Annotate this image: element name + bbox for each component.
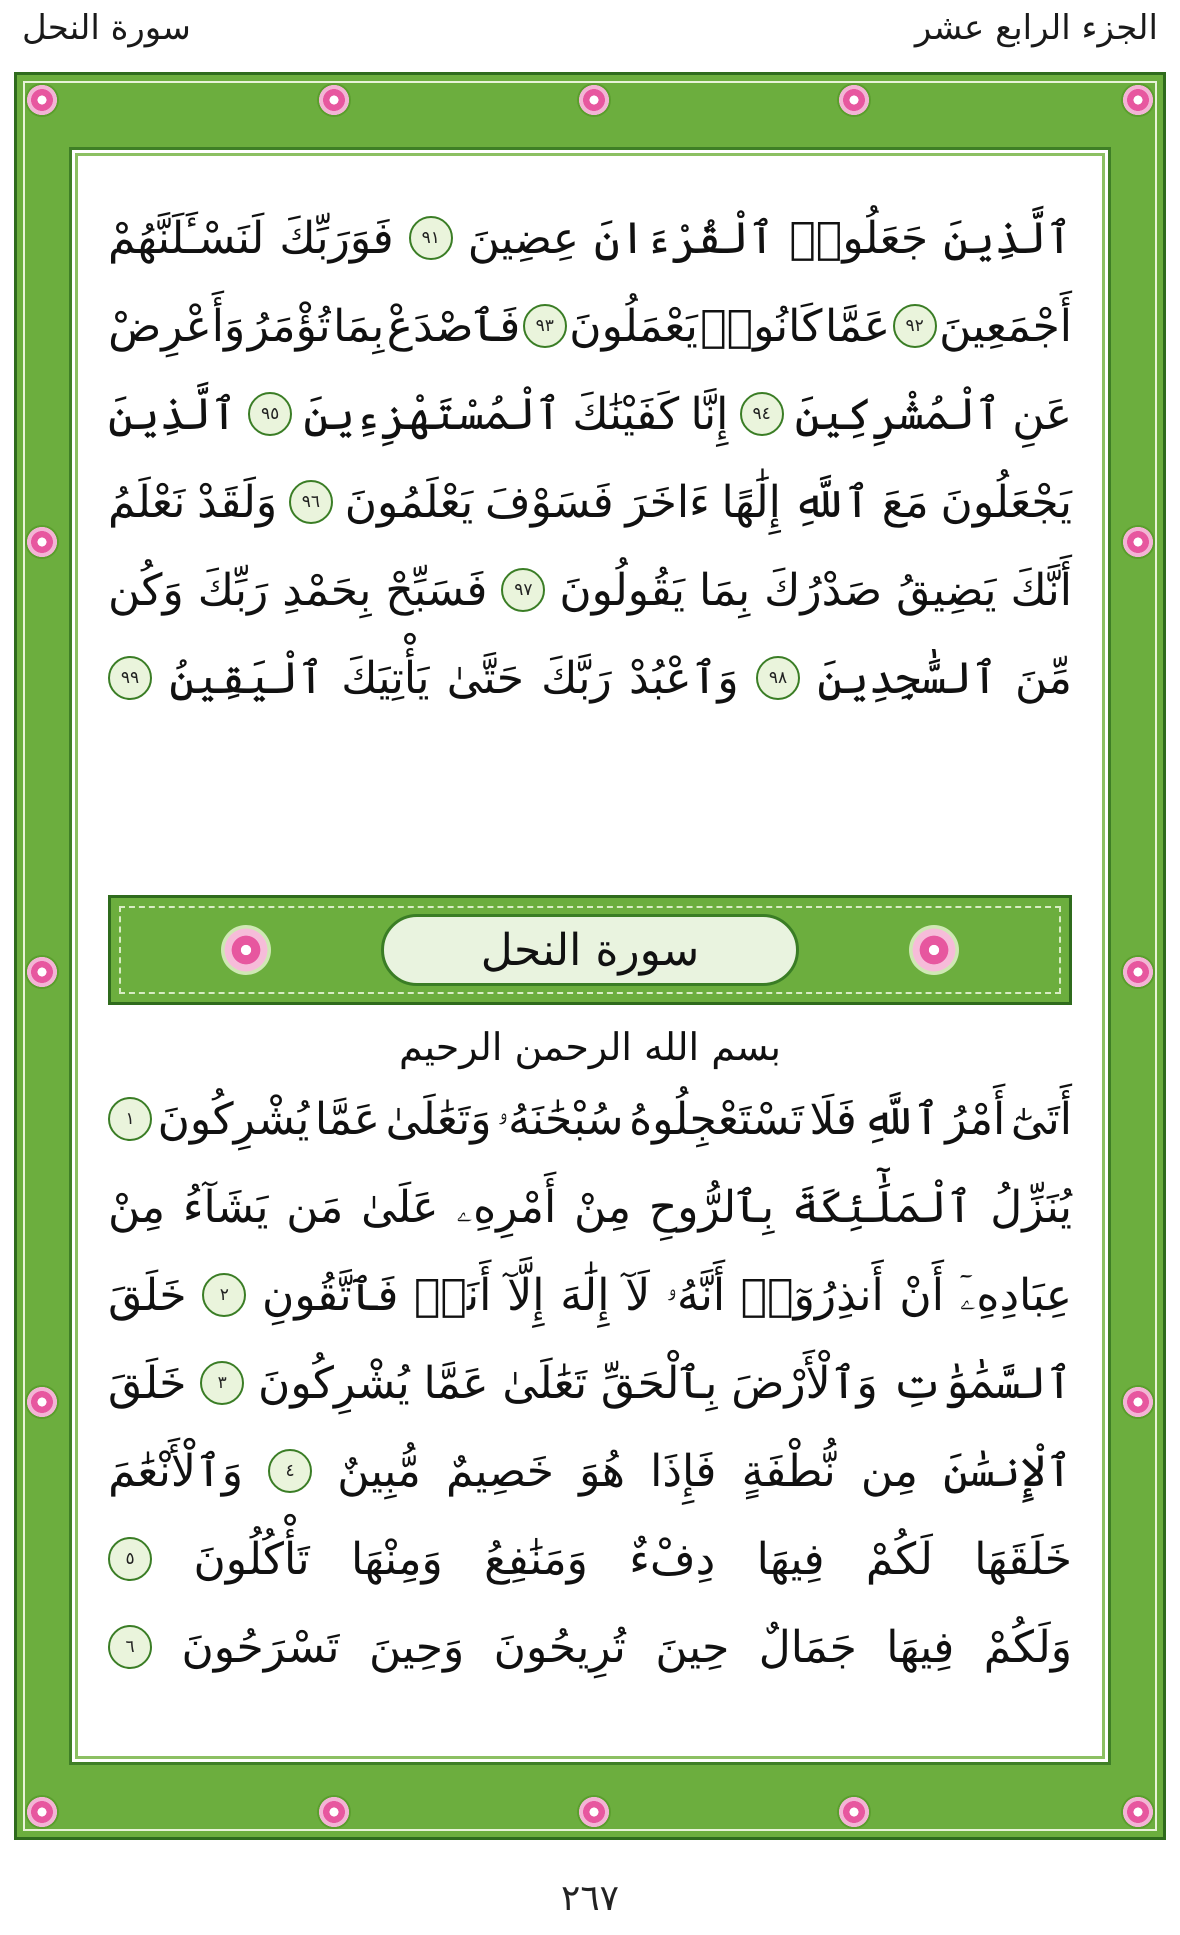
text-line [72,194,1108,282]
ayah-number-marker: ٩٦ [289,480,333,524]
word: وَمِنْهَا [351,1533,443,1585]
word: عَمَّا [314,1093,381,1145]
surah-title: سورة النحل [381,914,799,986]
ayah-number-marker: ٤ [268,1449,312,1493]
rosette-icon [1121,525,1155,559]
word: وَٱلْأَنْعَٰمَ [108,1445,243,1497]
rosette-icon [25,83,59,117]
word: خَلَقَهَا [974,1533,1072,1585]
word: مِّنَ [1014,652,1072,704]
word: مَعَ [881,476,929,528]
word: فِيهَا [886,1621,955,1673]
word: بِٱلْحَقِّ [600,1357,718,1409]
word: وَتَعَٰلَىٰ [385,1093,492,1145]
word: ٱللَّهِ [862,1093,940,1145]
rosette-icon [25,955,59,989]
word: لَآ [625,1269,651,1321]
word: حَتَّىٰ [446,652,524,704]
rosette-icon [577,83,611,117]
word: فَٱصْدَعْ [386,300,521,352]
word: وَأَعْرِضْ [108,300,246,352]
ayah-number-marker: ٥ [108,1537,152,1581]
word: أَنْ [899,1269,944,1321]
word: إِنَّا [690,388,729,440]
ayah-number-marker: ٩٤ [740,392,784,436]
word: رَبَّكَ [541,652,612,704]
word: جَمَالٌ [758,1621,857,1673]
word: أَمْرُ [945,1093,1006,1145]
word: فَسَبِّحْ [385,564,488,616]
word: خَصِيمٌ [446,1445,554,1497]
word: فَٱتَّقُونِ [262,1269,399,1321]
word: يَجْعَلُونَ [940,476,1072,528]
word: هُوَ [579,1445,626,1497]
rosette-icon [1121,83,1155,117]
word: أَمْرِهِۦ [456,1181,557,1233]
word: كَانُوا۟ [700,300,823,352]
ayah-number-marker: ٩٨ [756,656,800,700]
ayah-lines-top [72,194,1108,722]
word: يُشْرِكُونَ [157,1093,310,1145]
word: بِمَا [333,300,385,352]
word: وَٱلْأَرْضَ [731,1357,878,1409]
word: مِنْ [108,1181,166,1233]
word: وَلَكُمْ [983,1621,1072,1673]
word: يَقُولُونَ [559,564,686,616]
word: ٱلْمُسْتَهْزِءِينَ [303,388,562,440]
word: بِحَمْدِ [282,564,372,616]
word: فِيهَا [756,1533,825,1585]
text-line [72,634,1108,722]
word: تَعَٰلَىٰ [502,1357,588,1409]
surah-label: سورة النحل [22,8,191,48]
word: يَعْلَمُونَ [344,476,474,528]
word: ٱلْمُشْرِكِينَ [794,388,1002,440]
word: أَنَّهُۥ [666,1269,726,1321]
word: يُشْرِكُونَ [258,1357,410,1409]
rosette-icon [1121,955,1155,989]
word: وَلَقَدْ [197,476,278,528]
text-line [72,282,1108,370]
word: مِنْ [573,1181,632,1233]
ayah-number-marker: ٩١ [409,216,453,260]
word: بِٱلرُّوحِ [648,1181,775,1233]
rosette-icon [25,1795,59,1829]
word: أَنَّكَ [1010,564,1072,616]
word: ٱلْيَقِينُ [169,652,324,704]
word: رَبِّكَ [197,564,269,616]
text-line [72,370,1108,458]
word: ءَاخَرَ [625,476,710,528]
ayah-number-marker: ٩٣ [523,304,567,348]
word: تَسْتَعْجِلُوهُ [629,1093,804,1145]
ayah-number-marker: ٣ [200,1361,244,1405]
word: دِفْءٌ [629,1533,716,1585]
text-line [72,1163,1108,1251]
ayah-number-marker: ٩٧ [501,568,545,612]
word: فَسَوْفَ [484,476,614,528]
rosette-icon [837,1795,871,1829]
word: مُّبِينٌ [337,1445,421,1497]
ayah-number-marker: ٦ [108,1625,152,1669]
juz-label: الجزء الرابع عشر [914,8,1158,48]
word: فَوَرَبِّكَ [279,212,394,264]
word: لَكُمْ [865,1533,933,1585]
rosette-icon [25,1385,59,1419]
word: يَشَآءُ [182,1181,269,1233]
word: مِن [860,1445,918,1497]
word: عَمَّا [423,1357,489,1409]
ayah-number-marker: ١ [108,1097,152,1141]
rosette-icon [837,83,871,117]
ornamental-frame [14,72,1166,1840]
ayah-lines-bottom [72,1075,1108,1691]
page-header [0,0,1180,70]
word: ٱلسَّمَٰوَٰتِ [891,1357,1072,1409]
word: كَفَيْنَٰكَ [572,388,680,440]
ayah-number-marker: ٩٢ [893,304,937,348]
word: صَدْرُكَ [764,564,883,616]
word: وَمَنَٰفِعُ [484,1533,588,1585]
word: أَجْمَعِينَ [939,300,1072,352]
word: عِضِينَ [467,212,579,264]
word: يَأْتِيَكَ [341,652,430,704]
word: ٱلسَّٰجِدِينَ [817,652,998,704]
word: عَمَّا [825,300,891,352]
text-line [72,1339,1108,1427]
flower-icon [221,925,271,975]
word: نَعْلَمُ [108,476,186,528]
word: وَٱعْبُدْ [629,652,739,704]
word: جَعَلُوا۟ [789,212,929,264]
text-line [72,458,1108,546]
page-number: ٢٦٧ [560,1878,619,1919]
rosette-icon [317,83,351,117]
word: ٱلْقُرْءَانَ [594,212,775,264]
word: فَلَا [809,1093,857,1145]
word: بِمَا [699,564,751,616]
rosette-icon [317,1795,351,1829]
word: أَتَىٰٓ [1010,1093,1072,1145]
rosette-icon [1121,1385,1155,1419]
text-line [72,1515,1108,1603]
ayah-number-marker: ٩٩ [108,656,152,700]
word: فَإِذَا [650,1445,717,1497]
word: ٱلَّذِينَ [108,388,237,440]
word: عِبَادِهِۦٓ [959,1269,1072,1321]
rosette-icon [25,525,59,559]
word: خَلَقَ [108,1357,187,1409]
word: لَنَسْـَٔلَنَّهُمْ [108,212,265,264]
word: وَحِينَ [368,1621,465,1673]
text-panel [69,147,1111,1765]
word: تُرِيحُونَ [493,1621,626,1673]
ayah-number-marker: ٢ [202,1273,246,1317]
text-line [72,546,1108,634]
word: ٱللَّهِ [792,476,870,528]
word: ٱلَّذِينَ [943,212,1072,264]
word: عَلَىٰ [361,1181,439,1233]
text-line [72,1251,1108,1339]
word: مَن [286,1181,344,1233]
flower-icon [909,925,959,975]
word: عَنِ [1012,388,1072,440]
word: ٱلْإِنسَٰنَ [943,1445,1072,1497]
word: إِلَّآ [507,1269,545,1321]
word: إِلَٰهًا [721,476,781,528]
word: تُؤْمَرُ [247,300,331,352]
word: وَكُن [108,564,184,616]
word: تَسْرَحُونَ [181,1621,340,1673]
word: تَأْكُلُونَ [193,1533,310,1585]
text-line [72,1075,1108,1163]
ayah-number-marker: ٩٥ [248,392,292,436]
word: يَضِيقُ [896,564,997,616]
word: يُنَزِّلُ [990,1181,1072,1233]
word: إِلَٰهَ [560,1269,610,1321]
word: يَعْمَلُونَ [569,300,698,352]
word: خَلَقَ [108,1269,187,1321]
rosette-icon [1121,1795,1155,1829]
word: سُبْحَٰنَهُۥ [497,1093,624,1145]
word: أَنذِرُوٓا۟ [740,1269,884,1321]
text-line [72,1427,1108,1515]
word: ٱلْمَلَٰٓئِكَةَ [791,1181,973,1233]
word: أَنَا۠ [414,1269,492,1321]
rosette-icon [577,1795,611,1829]
basmala: بسم الله الرحمن الرحيم [399,1025,781,1069]
word: حِينَ [655,1621,730,1673]
word: نُّطْفَةٍ [741,1445,836,1497]
surah-title-band [108,895,1072,1005]
text-line [72,1603,1108,1691]
